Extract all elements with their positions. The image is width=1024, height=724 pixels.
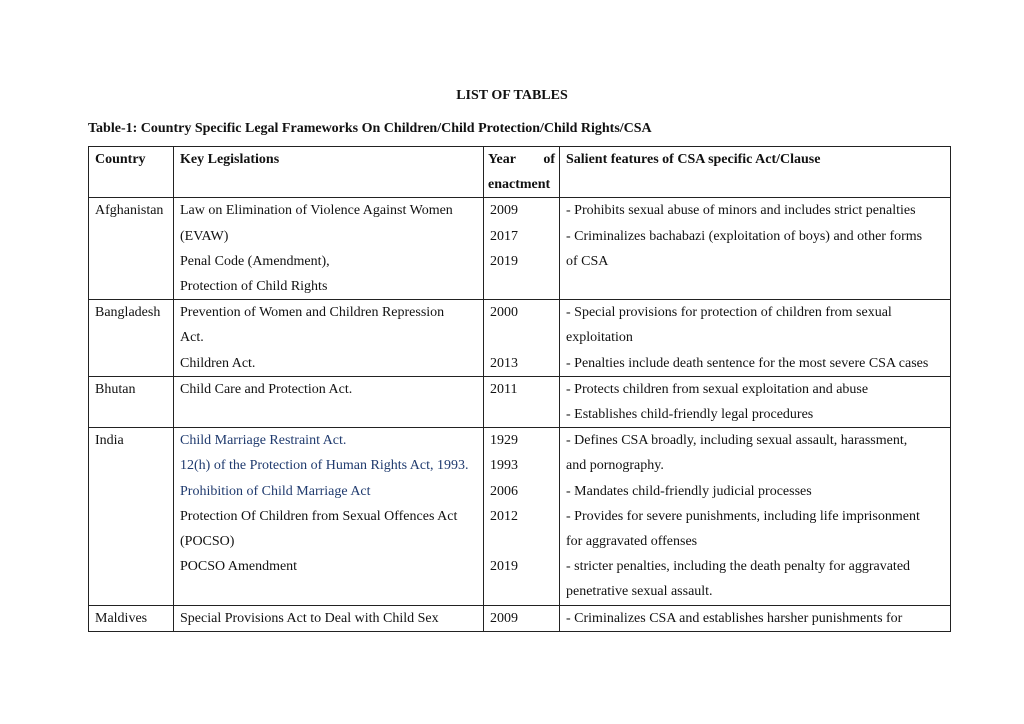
legislation-line: Protection Of Children from Sexual Offences Act xyxy=(180,508,458,524)
table-row-maldives xyxy=(89,605,951,631)
feature-line: - Protects children from sexual exploitation and abuse xyxy=(566,381,869,397)
col-header-legislation: Key Legislations xyxy=(174,147,484,198)
feature-line: - Prohibits sexual abuse of minors and includes strict penalties xyxy=(566,203,916,219)
col-header-country: Country xyxy=(89,147,174,198)
legislation-line: Law on Elimination of Violence Against Women xyxy=(180,203,453,219)
year-line xyxy=(490,529,553,554)
cell-legislation xyxy=(174,428,484,605)
cell-year xyxy=(484,605,560,631)
year-line: 1929 xyxy=(490,433,518,449)
page-heading: LIST OF TABLES xyxy=(456,88,568,103)
legislation-line: 12(h) of the Protection of Human Rights Act, 1993. xyxy=(180,458,469,474)
legislation-line: Children Act. xyxy=(180,355,256,371)
year-line: 1993 xyxy=(490,458,518,474)
feature-line: - Criminalizes CSA and establishes harsher punishments for xyxy=(566,610,903,626)
legislation-line: Prohibition of Child Marriage Act xyxy=(180,483,371,499)
legislation-line: Prevention of Women and Children Repression xyxy=(180,305,445,321)
year-line: 2019 xyxy=(490,253,518,269)
cell-country: Bhutan xyxy=(89,376,174,427)
cell-legislation xyxy=(174,605,484,631)
col-header-features: Salient features of CSA specific Act/Clause xyxy=(560,147,951,198)
table-row-india xyxy=(89,428,951,605)
cell-legislation xyxy=(174,376,484,427)
table-row-bangladesh xyxy=(89,300,951,377)
feature-line: - Provides for severe punishments, including life imprisonment xyxy=(566,508,920,524)
table-header-row xyxy=(89,147,951,198)
legislation-line: Act. xyxy=(180,330,204,346)
year-line: 2006 xyxy=(490,483,518,499)
cell-country: Bangladesh xyxy=(89,300,174,377)
cell-country: Afghanistan xyxy=(89,198,174,300)
cell-features xyxy=(560,605,951,631)
feature-line: - Mandates child-friendly judicial processes xyxy=(566,483,812,499)
cell-year xyxy=(484,376,560,427)
cell-year xyxy=(484,198,560,300)
feature-line: penetrative sexual assault. xyxy=(566,584,713,600)
table-caption: Table-1: Country Specific Legal Frameworks On Children/Child Protection/Child Rights/CSA xyxy=(88,121,652,136)
cell-features xyxy=(560,198,951,300)
legislation-line: Child Marriage Restraint Act. xyxy=(180,433,347,449)
year-line: 2019 xyxy=(490,559,518,575)
cell-country: Maldives xyxy=(89,605,174,631)
feature-line: - Special provisions for protection of children from sexual xyxy=(566,305,892,321)
legislation-line: (EVAW) xyxy=(180,228,229,244)
cell-year xyxy=(484,428,560,605)
year-line: 2012 xyxy=(490,508,518,524)
legislation-line: Special Provisions Act to Deal with Child Sex xyxy=(180,610,439,626)
year-line: 2011 xyxy=(490,381,518,397)
col-header-year-word1: Year xyxy=(488,152,516,167)
legislation-line: POCSO Amendment xyxy=(180,559,298,575)
feature-line: - stricter penalties, including the death penalty for aggravated xyxy=(566,559,911,575)
table-row-afghanistan xyxy=(89,198,951,300)
cell-features xyxy=(560,428,951,605)
cell-legislation xyxy=(174,198,484,300)
feature-line: - Penalties include death sentence for the most severe CSA cases xyxy=(566,355,929,371)
col-header-year-word2: of xyxy=(543,152,555,167)
year-line: 2009 xyxy=(490,610,518,626)
feature-line: exploitation xyxy=(566,330,633,346)
cell-year xyxy=(484,300,560,377)
year-line: 2009 xyxy=(490,203,518,219)
feature-line: of CSA xyxy=(566,253,609,269)
legal-frameworks-table xyxy=(88,146,951,632)
feature-line: - Defines CSA broadly, including sexual assault, harassment, xyxy=(566,433,908,449)
col-header-year-word3: enactment xyxy=(488,177,551,193)
year-line: 2013 xyxy=(490,355,518,371)
year-line xyxy=(490,325,553,350)
feature-line: and pornography. xyxy=(566,458,664,474)
legislation-line: (POCSO) xyxy=(180,534,235,550)
cell-features xyxy=(560,376,951,427)
year-line: 2000 xyxy=(490,305,518,321)
legislation-line: Penal Code (Amendment), xyxy=(180,253,330,269)
cell-country: India xyxy=(89,428,174,605)
legislation-line: Child Care and Protection Act. xyxy=(180,381,353,397)
cell-features xyxy=(560,300,951,377)
legislation-line: Protection of Child Rights xyxy=(180,279,328,295)
col-header-year xyxy=(484,147,560,198)
cell-legislation xyxy=(174,300,484,377)
feature-line: - Establishes child-friendly legal procedures xyxy=(566,407,814,423)
feature-line: - Criminalizes bachabazi (exploitation of boys) and other forms xyxy=(566,228,923,244)
table-row-bhutan xyxy=(89,376,951,427)
year-line: 2017 xyxy=(490,228,518,244)
feature-line: for aggravated offenses xyxy=(566,534,698,550)
